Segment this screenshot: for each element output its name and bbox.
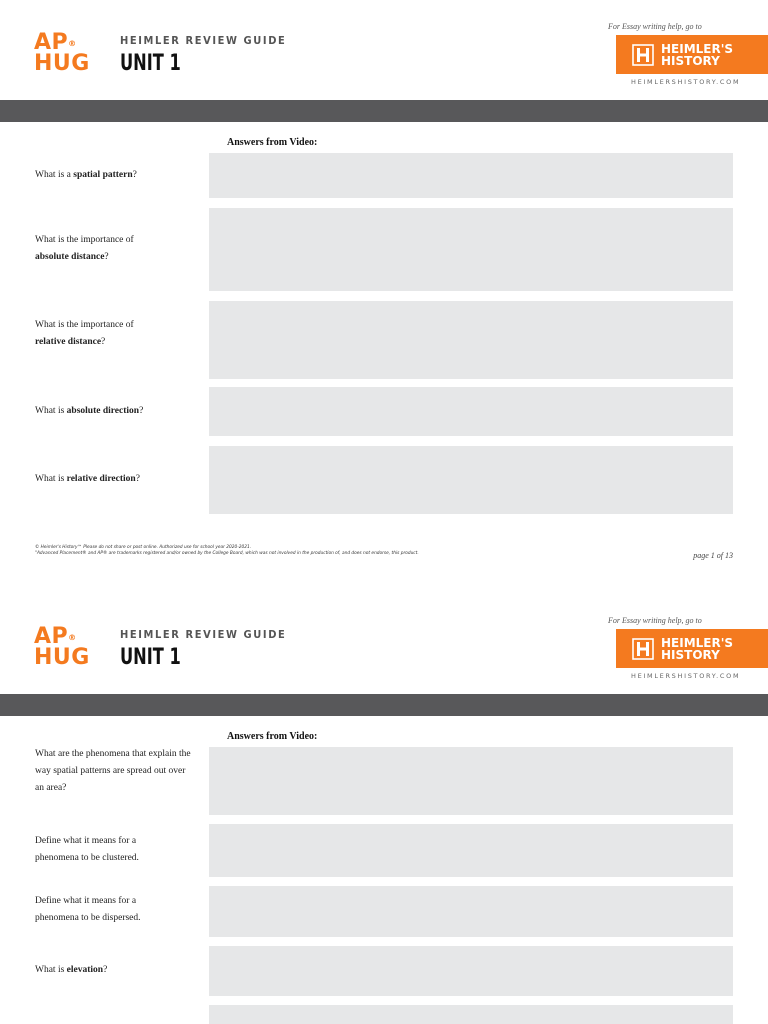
unit-title: UNIT 1 (120, 645, 181, 670)
question-dispersed: Define what it means for a phenomena to be dispersed. (35, 896, 141, 923)
worksheet-page-2 (0, 594, 768, 1024)
answer-box-relative-distance[interactable] (209, 301, 733, 379)
header-divider-bar (0, 100, 768, 122)
guide-label: HEIMLER REVIEW GUIDE (120, 34, 287, 47)
answer-box-phenomena[interactable] (209, 747, 733, 815)
answer-box-elevation[interactable] (209, 946, 733, 996)
brand-url[interactable]: HEIMLERSHISTORY.COM (631, 672, 741, 680)
question-relative-distance: What is the importance of relative distance? (35, 320, 134, 347)
unit-title: UNIT 1 (120, 51, 181, 76)
question-elevation: What is elevation? (35, 965, 108, 975)
essay-help-text: For Essay writing help, go to (608, 22, 702, 31)
brand-url[interactable]: HEIMLERSHISTORY.COM (631, 78, 741, 86)
answer-box-spatial-pattern[interactable] (209, 153, 733, 198)
ap-hug-logo: AP® HUG (34, 30, 90, 76)
question-spatial-pattern: What is a spatial pattern? (35, 170, 137, 180)
answer-box-next[interactable] (209, 1005, 733, 1024)
guide-label: HEIMLER REVIEW GUIDE (120, 628, 287, 641)
question-absolute-direction: What is absolute direction? (35, 406, 144, 416)
heimlers-history-icon (632, 638, 654, 660)
answer-box-absolute-distance[interactable] (209, 208, 733, 291)
footer-legal-text: © Heimler's History™ Please do not share or post online. Authorized use for school year 2020-2021. "Advanced Placement® and AP® are trademarks registered and/or owned by the College Board, which was not involved in the production of, and does not endorse, this product. (35, 545, 419, 556)
question-relative-direction: What is relative direction? (35, 474, 140, 484)
question-phenomena-spatial-patterns: What are the phenomena that explain the way spatial patterns are spread out over an area? (35, 749, 191, 793)
answer-box-clustered[interactable] (209, 824, 733, 877)
header-divider-bar (0, 694, 768, 716)
answer-box-dispersed[interactable] (209, 886, 733, 937)
heimlers-history-brand[interactable]: HEIMLER'S HISTORY (616, 629, 768, 668)
question-absolute-distance: What is the importance of absolute distance? (35, 235, 134, 262)
page-number: page 1 of 13 (693, 551, 733, 560)
ap-hug-logo: AP® HUG (34, 624, 90, 670)
answers-label: Answers from Video: (227, 137, 318, 148)
heimlers-history-icon (632, 44, 654, 66)
question-clustered: Define what it means for a phenomena to be clustered. (35, 836, 139, 863)
answer-box-absolute-direction[interactable] (209, 387, 733, 436)
essay-help-text: For Essay writing help, go to (608, 616, 702, 625)
answer-box-relative-direction[interactable] (209, 446, 733, 514)
answers-label: Answers from Video: (227, 731, 318, 742)
heimlers-history-brand[interactable]: HEIMLER'S HISTORY (616, 35, 768, 74)
